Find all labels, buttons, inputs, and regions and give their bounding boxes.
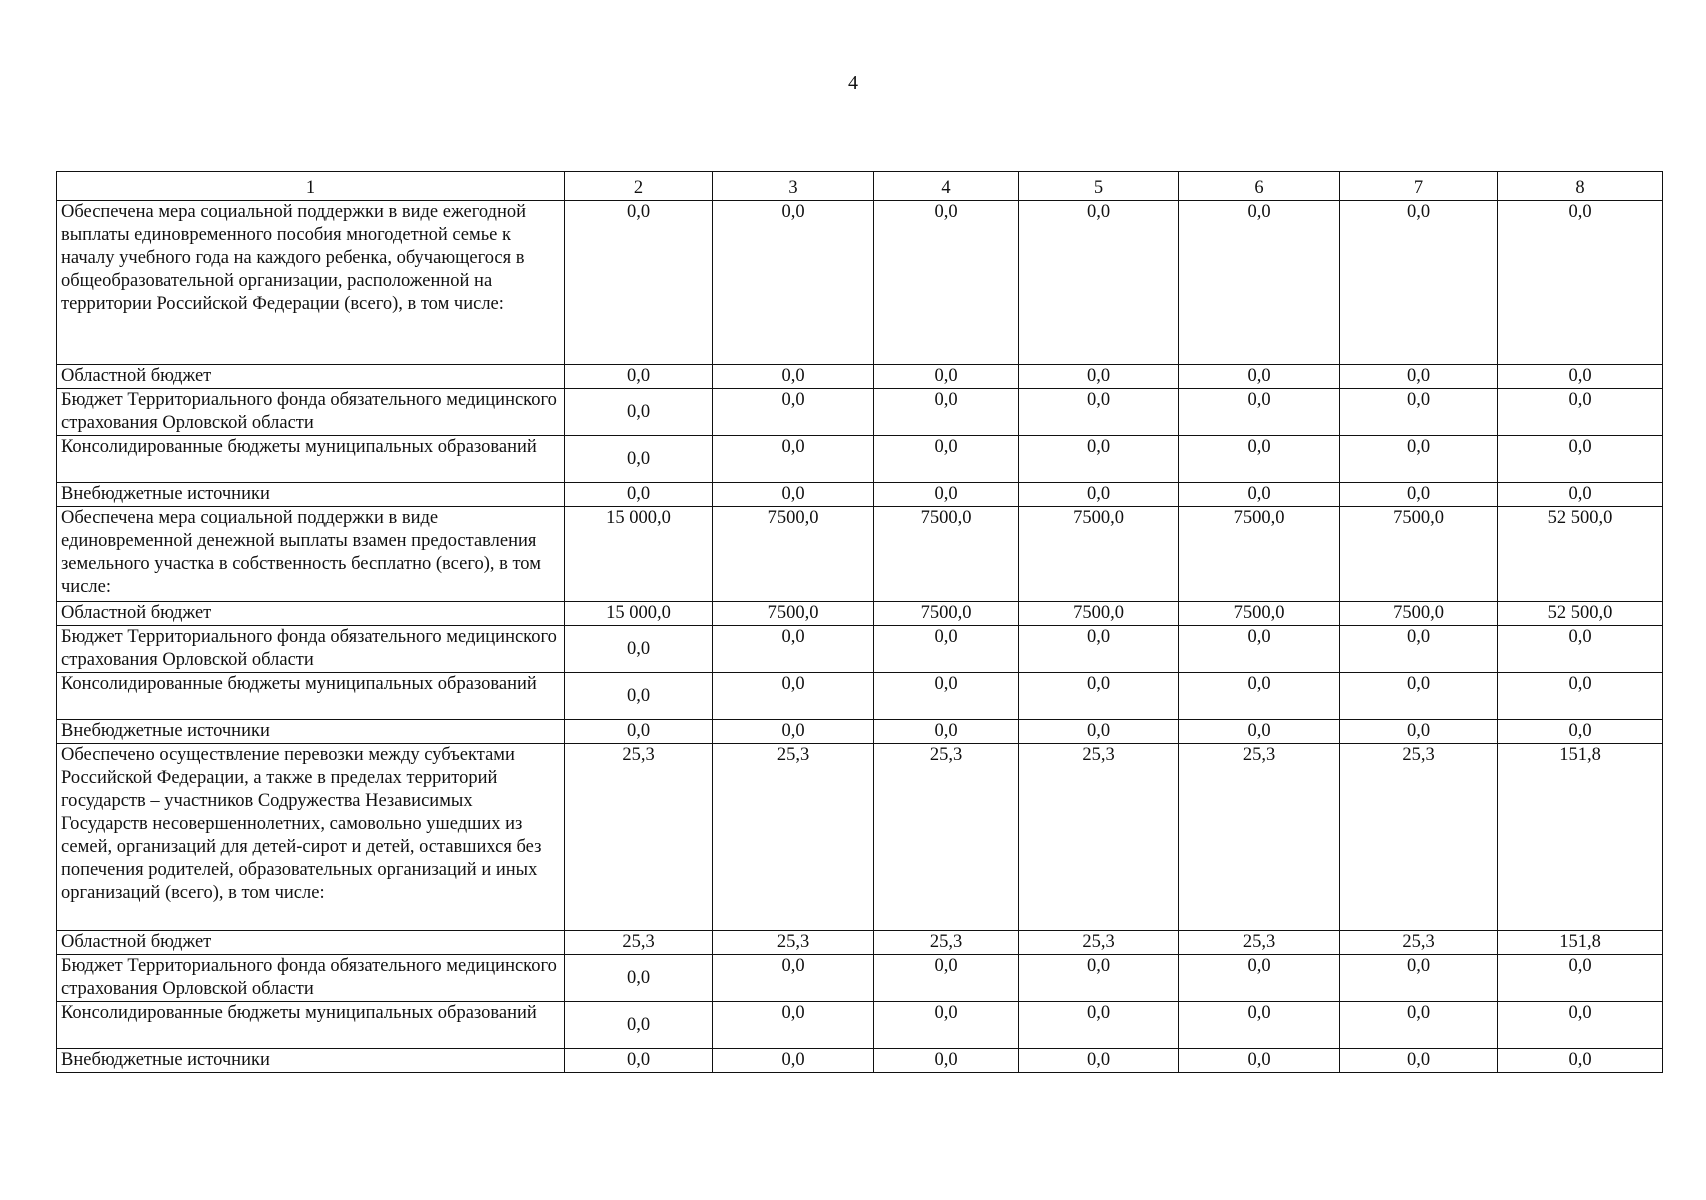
value-cell: 0,0 [565,365,713,389]
table-row [57,931,1663,955]
value-cell: 25,3 [1340,931,1498,955]
column-header: 4 [874,172,1019,201]
value-cell: 25,3 [565,931,713,955]
value-cell: 0,0 [565,201,713,365]
value-cell: 0,0 [1498,389,1663,436]
table-row [57,1002,1663,1049]
value-cell: 0,0 [874,483,1019,507]
column-header: 1 [57,172,565,201]
table-row [57,201,1663,365]
row-label: Областной бюджет [57,365,565,389]
value-cell: 0,0 [1340,436,1498,483]
value-cell: 0,0 [1019,626,1179,673]
value-cell: 0,0 [1179,365,1340,389]
value-cell: 0,0 [1179,626,1340,673]
value-cell: 0,0 [1179,1002,1340,1049]
column-header: 5 [1019,172,1179,201]
table-row [57,365,1663,389]
value-cell: 0,0 [1019,389,1179,436]
row-label: Внебюджетные источники [57,483,565,507]
value-cell: 7500,0 [1179,507,1340,602]
value-cell: 7500,0 [874,602,1019,626]
value-cell: 0,0 [1340,673,1498,720]
budget-table [56,171,1663,1073]
value-cell: 151,8 [1498,931,1663,955]
row-label: Обеспечена мера социальной поддержки в виде ежегодной выплаты единовременного пособия многодетной семье к началу учебного года на каждого ребенка, обучающегося в общеобразовательной организации, расположенной на территории Российской Федерации (всего), в том числе: [57,201,565,365]
value-cell: 0,0 [713,436,874,483]
value-cell: 0,0 [1019,365,1179,389]
value-cell: 0,0 [565,483,713,507]
value-cell: 0,0 [1179,955,1340,1002]
value-cell: 25,3 [1019,744,1179,931]
value-cell: 0,0 [713,673,874,720]
value-cell: 52 500,0 [1498,602,1663,626]
value-cell: 0,0 [565,389,713,436]
value-cell: 0,0 [565,955,713,1002]
value-cell: 25,3 [1179,931,1340,955]
table-row [57,720,1663,744]
value-cell: 0,0 [1179,483,1340,507]
value-cell: 0,0 [565,626,713,673]
column-header: 2 [565,172,713,201]
value-cell: 0,0 [1498,483,1663,507]
value-cell: 15 000,0 [565,602,713,626]
value-cell: 25,3 [874,931,1019,955]
value-cell: 0,0 [1498,1002,1663,1049]
value-cell: 0,0 [874,955,1019,1002]
value-cell: 0,0 [874,201,1019,365]
row-label: Консолидированные бюджеты муниципальных образований [57,673,565,720]
value-cell: 0,0 [713,483,874,507]
value-cell: 7500,0 [713,507,874,602]
value-cell: 0,0 [874,626,1019,673]
row-label: Обеспечено осуществление перевозки между субъектами Российской Федерации, а также в пределах территорий государств – участников Содружества Независимых Государств несовершеннолетних, самовольно ушедших из семей, организаций для детей-сирот и детей, оставшихся без попечения родителей, образовательных организаций и иных организаций (всего), в том числе: [57,744,565,931]
row-label: Консолидированные бюджеты муниципальных образований [57,436,565,483]
value-cell: 25,3 [713,744,874,931]
table-row [57,602,1663,626]
value-cell: 0,0 [713,1049,874,1073]
value-cell: 7500,0 [1019,602,1179,626]
row-label: Внебюджетные источники [57,1049,565,1073]
value-cell: 0,0 [874,436,1019,483]
value-cell: 0,0 [1340,365,1498,389]
value-cell: 7500,0 [1340,602,1498,626]
value-cell: 0,0 [1019,1002,1179,1049]
value-cell: 0,0 [1179,1049,1340,1073]
value-cell: 0,0 [1498,436,1663,483]
value-cell: 0,0 [1340,201,1498,365]
row-label: Бюджет Территориального фонда обязательного медицинского страхования Орловской области [57,626,565,673]
value-cell: 0,0 [874,365,1019,389]
table-row [57,744,1663,931]
header-row [57,172,1663,201]
value-cell: 0,0 [713,1002,874,1049]
value-cell: 0,0 [1340,955,1498,1002]
value-cell: 0,0 [1498,955,1663,1002]
table-row [57,436,1663,483]
row-label: Областной бюджет [57,931,565,955]
row-label: Бюджет Территориального фонда обязательного медицинского страхования Орловской области [57,955,565,1002]
value-cell: 0,0 [1340,626,1498,673]
value-cell: 0,0 [713,201,874,365]
value-cell: 0,0 [713,365,874,389]
value-cell: 0,0 [874,720,1019,744]
value-cell: 0,0 [1019,955,1179,1002]
value-cell: 52 500,0 [1498,507,1663,602]
table-row [57,389,1663,436]
value-cell: 25,3 [565,744,713,931]
value-cell: 25,3 [1340,744,1498,931]
value-cell: 0,0 [1019,483,1179,507]
column-header: 3 [713,172,874,201]
table-row [57,626,1663,673]
value-cell: 7500,0 [874,507,1019,602]
value-cell: 0,0 [565,436,713,483]
value-cell: 0,0 [713,955,874,1002]
value-cell: 151,8 [1498,744,1663,931]
value-cell: 0,0 [1498,1049,1663,1073]
value-cell: 0,0 [1019,436,1179,483]
table-row [57,955,1663,1002]
value-cell: 0,0 [565,673,713,720]
value-cell: 25,3 [1179,744,1340,931]
table-row [57,507,1663,602]
value-cell: 0,0 [1340,389,1498,436]
value-cell: 0,0 [874,1002,1019,1049]
value-cell: 0,0 [1179,436,1340,483]
value-cell: 0,0 [1340,1049,1498,1073]
value-cell: 0,0 [565,1002,713,1049]
value-cell: 0,0 [565,1049,713,1073]
value-cell: 0,0 [1019,201,1179,365]
page-number: 4 [848,72,858,94]
value-cell: 0,0 [1340,720,1498,744]
table-row [57,1049,1663,1073]
value-cell: 0,0 [1498,365,1663,389]
value-cell: 0,0 [1019,1049,1179,1073]
row-label: Бюджет Территориального фонда обязательного медицинского страхования Орловской области [57,389,565,436]
table-row [57,483,1663,507]
value-cell: 25,3 [874,744,1019,931]
column-header: 8 [1498,172,1663,201]
column-header: 6 [1179,172,1340,201]
value-cell: 0,0 [1498,201,1663,365]
value-cell: 0,0 [1179,389,1340,436]
value-cell: 0,0 [1179,720,1340,744]
value-cell: 7500,0 [1179,602,1340,626]
value-cell: 0,0 [1340,483,1498,507]
row-label: Обеспечена мера социальной поддержки в виде единовременной денежной выплаты взамен предоставления земельного участка в собственность бесплатно (всего), в том числе: [57,507,565,602]
value-cell: 0,0 [874,673,1019,720]
value-cell: 0,0 [713,720,874,744]
value-cell: 7500,0 [713,602,874,626]
value-cell: 25,3 [1019,931,1179,955]
value-cell: 0,0 [1179,673,1340,720]
row-label: Областной бюджет [57,602,565,626]
value-cell: 0,0 [874,1049,1019,1073]
value-cell: 0,0 [713,626,874,673]
value-cell: 0,0 [874,389,1019,436]
value-cell: 0,0 [1019,673,1179,720]
value-cell: 25,3 [713,931,874,955]
value-cell: 0,0 [1498,626,1663,673]
column-header: 7 [1340,172,1498,201]
value-cell: 0,0 [1498,720,1663,744]
value-cell: 7500,0 [1019,507,1179,602]
row-label: Консолидированные бюджеты муниципальных образований [57,1002,565,1049]
row-label: Внебюджетные источники [57,720,565,744]
table-row [57,673,1663,720]
value-cell: 0,0 [1179,201,1340,365]
value-cell: 0,0 [1340,1002,1498,1049]
value-cell: 0,0 [565,720,713,744]
value-cell: 0,0 [1498,673,1663,720]
value-cell: 0,0 [1019,720,1179,744]
value-cell: 0,0 [713,389,874,436]
value-cell: 15 000,0 [565,507,713,602]
value-cell: 7500,0 [1340,507,1498,602]
